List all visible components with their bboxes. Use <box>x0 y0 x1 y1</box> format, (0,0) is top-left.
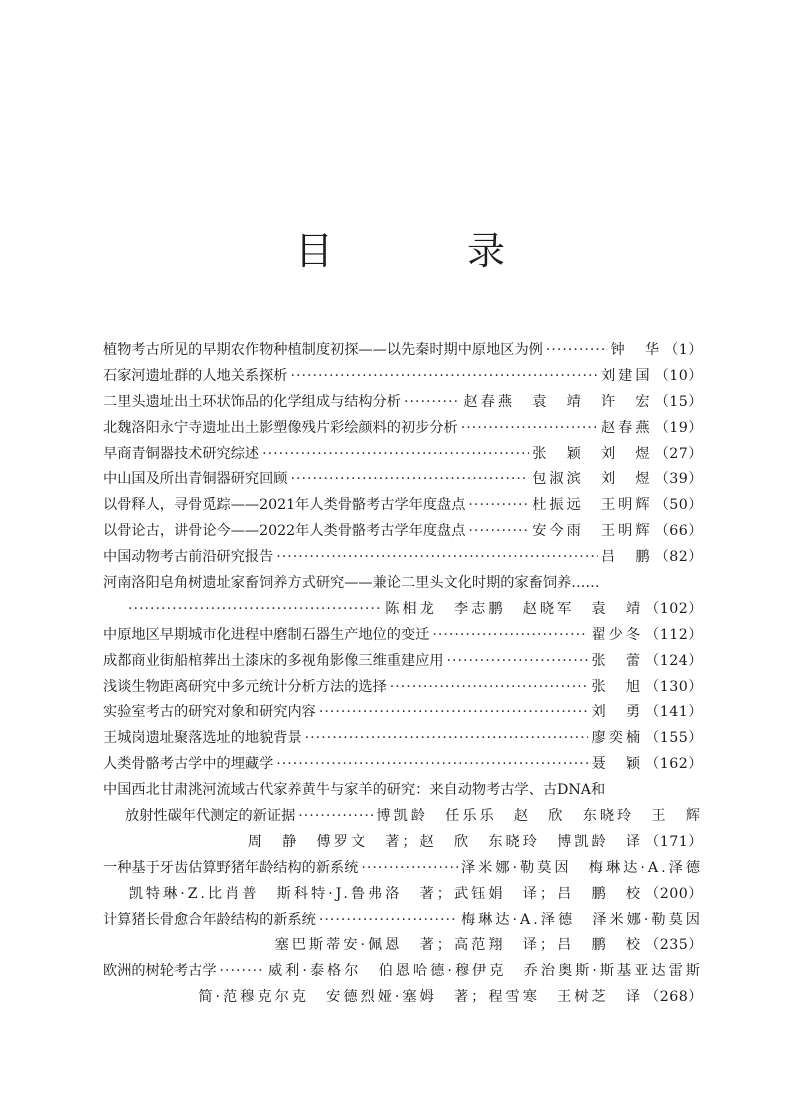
dot-leader <box>290 467 529 493</box>
toc-entry-line <box>103 467 703 493</box>
toc-entry-authors: 翟少冬 <box>591 626 644 643</box>
toc-entry-authors: 博凯龄 任乐乐 赵 欣 东晓玲 王 辉 <box>376 808 703 825</box>
toc-entry-page: （155） <box>645 730 703 747</box>
toc-entry-authors: 塞巴斯蒂安·佩恩 著；高范翔 译；吕 鹏 校 <box>274 937 644 954</box>
toc-entry-page: （171） <box>645 833 703 850</box>
toc-entry-title: 中国动物考古前沿研究报告 <box>103 549 274 566</box>
toc-entry-authors: 梅琳达·A.泽德 泽米娜·勒莫因 <box>460 911 703 928</box>
toc-entry-title: 以骨论古，讲骨论今——2022年人类骨骼考古学年度盘点 <box>103 523 466 540</box>
toc-entry-page: （66） <box>654 523 703 540</box>
toc-entry-authors: 陈相龙 李志鹏 赵晓军 袁 靖 <box>385 600 644 617</box>
toc-entry-line <box>103 856 703 882</box>
toc-entry-title: 早商青铜器技术研究综述 <box>103 445 260 462</box>
toc-entry-authors: 张 旭 <box>591 678 644 695</box>
dot-leader <box>404 390 461 416</box>
toc-entry-title: 欧洲的树轮考古学 <box>103 963 217 980</box>
toc-entry-page: （19） <box>654 419 703 436</box>
toc-entry-title: 北魏洛阳永宁寺遗址出土影塑像残片彩绘颜料的初步分析 <box>103 419 458 436</box>
toc-entry-authors: 张 颖 刘 煜 <box>532 445 653 462</box>
toc-entry-line <box>103 959 703 985</box>
toc-entry-line <box>103 338 703 364</box>
dot-leader <box>276 752 588 778</box>
toc-entry-page: （141） <box>645 704 703 721</box>
toc-entry-authors: 赵春燕 袁 靖 许 宏 <box>463 393 653 410</box>
toc-entry-line <box>103 571 703 597</box>
toc-entry-line <box>103 519 703 545</box>
toc-entry-page: （235） <box>645 937 703 954</box>
toc-entry-line <box>103 649 703 675</box>
dot-leader <box>361 856 458 882</box>
toc-entry-authors: 泽米娜·勒莫因 梅琳达·A.泽德 <box>460 859 703 876</box>
toc-entry-authors: 张 蕾 <box>591 652 644 669</box>
toc-entry-page: （1） <box>664 342 703 358</box>
toc-entry-authors: 简·范穆克尔克 安德烈娅·塞姆 著；程雪寒 王树芝 译 <box>198 989 644 1006</box>
toc-entry-line <box>103 985 703 1011</box>
toc-entry-line <box>103 830 703 856</box>
toc-entry-page: （268） <box>645 989 703 1006</box>
toc-entry-authors: 聂 颖 <box>591 756 644 773</box>
toc-entry-line <box>103 882 703 908</box>
dot-leader <box>319 700 589 726</box>
toc-entry-line <box>103 364 703 390</box>
dot-leader <box>468 519 529 545</box>
toc-entry-line <box>103 908 703 934</box>
toc-entry-title: 中原地区早期城市化进程中磨制石器生产地位的变迁 <box>103 626 430 643</box>
toc-entry-page: （50） <box>654 497 703 514</box>
toc-entry-authors: 威利·泰格尔 伯恩哈德·穆伊克 乔治奥斯·斯基亚达雷斯 <box>267 963 703 980</box>
toc-entry-title: 石家河遗址群的人地关系探析 <box>103 367 288 384</box>
toc-entry-title: 中国西北甘肃洮河流域古代家养黄牛与家羊的研究：来自动物考古学、古DNA和 <box>103 782 606 799</box>
toc-entry-line <box>103 726 703 752</box>
toc-entry-title: 人类骨骼考古学中的埋藏学 <box>103 756 274 773</box>
toc-entry-title: 河南洛阳皂角树遗址家畜饲养方式研究——兼论二里头文化时期的家畜饲养…… <box>103 575 600 592</box>
dot-leader <box>290 364 598 390</box>
toc-entry-authors: 刘建国 <box>600 367 653 384</box>
toc-entry-line <box>103 545 703 571</box>
dot-leader <box>390 675 589 701</box>
toc-entry-authors: 周 静 傅罗文 著；赵 欣 东晓玲 博凯龄 译 <box>247 833 644 850</box>
toc-entry-page: （112） <box>645 626 703 643</box>
toc-entry-page: （124） <box>645 652 703 669</box>
dot-leader <box>432 623 588 649</box>
toc-entry-title: 放射性碳年代测定的新证据 <box>125 808 296 825</box>
dot-leader <box>276 545 598 571</box>
toc-entry-page: （15） <box>654 393 703 410</box>
toc-entry-title: 植物考古所见的早期农作物种植制度初探——以先秦时期中原地区为例 <box>103 342 543 358</box>
toc-entry-line <box>103 752 703 778</box>
dot-leader <box>220 959 265 985</box>
toc-entry-page: （130） <box>645 678 703 695</box>
toc-entry-line <box>103 778 703 804</box>
toc-entry-authors: 包淑滨 刘 煜 <box>532 471 653 488</box>
toc-entry-authors: 杜振远 王明辉 <box>532 497 653 514</box>
dot-leader <box>262 442 529 468</box>
toc-entry-title: 计算猪长骨愈合年龄结构的新系统 <box>103 911 316 928</box>
dot-leader <box>305 726 589 752</box>
toc-entry-line <box>103 390 703 416</box>
dot-leader <box>468 493 529 519</box>
toc-entry-title: 以骨释人，寻骨觅踪——2021年人类骨骼考古学年度盘点 <box>103 497 466 514</box>
toc-entry-title: 浅谈生物距离研究中多元统计分析方法的选择 <box>103 678 387 695</box>
dot-leader <box>447 649 589 675</box>
toc-entry-page: （10） <box>654 367 703 384</box>
toc-entry-page: （27） <box>654 445 703 462</box>
toc-entry-authors: 吕 鹏 <box>600 549 653 566</box>
toc-entry-line <box>103 804 703 830</box>
toc-entry-line <box>103 493 703 519</box>
dot-leader <box>128 597 382 623</box>
toc-entry-title: 二里头遗址出土环状饰品的化学组成与结构分析 <box>103 393 401 410</box>
dot-leader <box>298 804 373 830</box>
toc-entry-authors: 廖奕楠 <box>591 730 644 747</box>
toc-entry-authors: 刘 勇 <box>591 704 644 721</box>
toc-entry-line <box>103 416 703 442</box>
toc-entry-authors: 安今雨 王明辉 <box>532 523 653 540</box>
toc-entry-authors: 赵春燕 <box>600 419 653 436</box>
toc-entry-line <box>103 623 703 649</box>
toc-entry-title: 实验室考古的研究对象和研究内容 <box>103 704 316 721</box>
toc-entry-line <box>103 700 703 726</box>
dot-leader <box>319 908 458 934</box>
dot-leader <box>546 338 608 364</box>
page-title: 目 录 <box>294 229 553 273</box>
toc-entry-authors: 凯特琳·Z.比肖普 斯科特·J.鲁弗洛 著；武钰娟 译；吕 鹏 校 <box>128 885 644 902</box>
toc-entry-title: 一种基于牙齿估算野猪年龄结构的新系统 <box>103 859 359 876</box>
toc-entry-line <box>103 933 703 959</box>
toc-entry-title: 中山国及所出青铜器研究回顾 <box>103 471 288 488</box>
dot-leader <box>461 416 598 442</box>
toc-entry-page: （82） <box>654 549 703 566</box>
toc-entry-line <box>103 675 703 701</box>
table-of-contents <box>103 338 703 1011</box>
toc-entry-line <box>103 442 703 468</box>
toc-entry-page: （162） <box>645 756 703 773</box>
toc-entry-title: 王城岗遗址聚落选址的地貌背景 <box>103 730 302 747</box>
toc-entry-authors: 钟 华 <box>610 342 663 358</box>
toc-entry-page: （102） <box>645 600 703 617</box>
toc-entry-title: 成都商业街船棺葬出土漆床的多视角影像三维重建应用 <box>103 652 444 669</box>
toc-entry-page: （39） <box>654 471 703 488</box>
toc-entry-page: （200） <box>645 885 703 902</box>
toc-entry-line <box>103 597 703 623</box>
